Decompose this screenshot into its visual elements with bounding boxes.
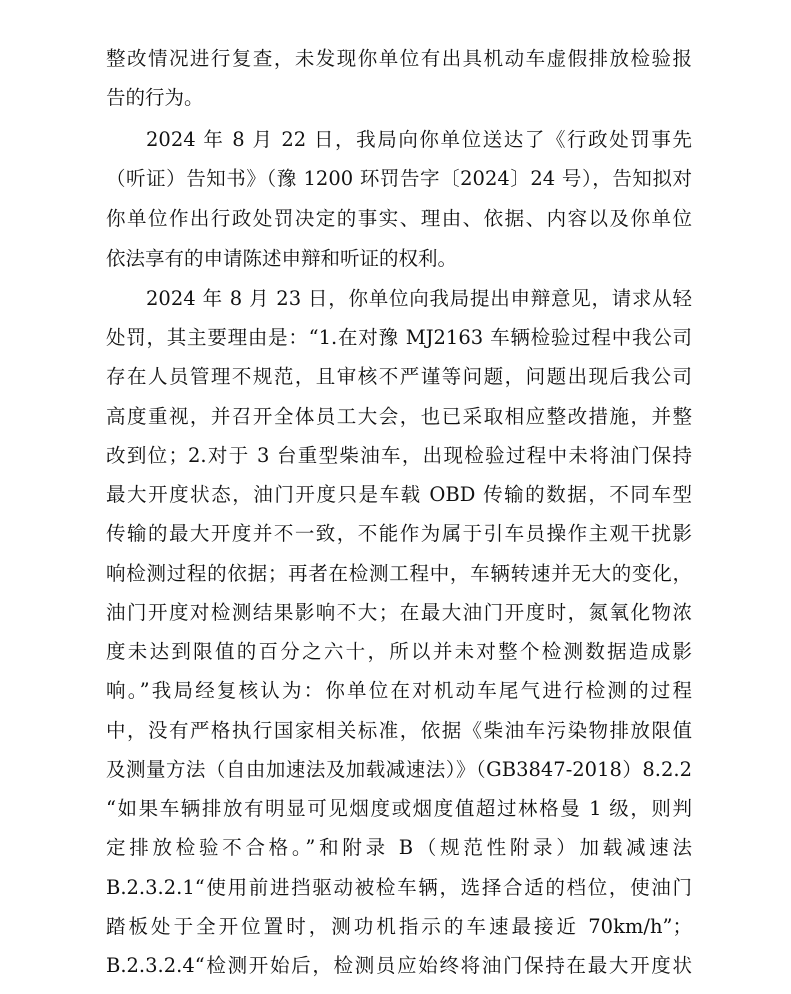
paragraph-line: 告的行为。	[106, 86, 204, 109]
paragraph-line: 2024 年 8 月 23 日，你单位向我局提出申辩意见，请求从轻	[146, 287, 692, 310]
paragraph-line: 响检测过程的依据；再者在检测工程中，车辆转速并无大的变化，	[106, 562, 692, 585]
paragraph-line: 中，没有严格执行国家相关标准，依据《柴油车污染物排放限值	[106, 719, 692, 742]
paragraph-line: 存在人员管理不规范，且审核不严谨等问题，问题出现后我公司	[106, 365, 692, 388]
paragraph-line: 定排放检验不合格。”和附录 B（规范性附录）加载减速法	[106, 836, 692, 859]
paragraph-line: 油门开度对检测结果影响不大；在最大油门开度时，氮氧化物浓	[106, 601, 692, 624]
paragraph-line: 你单位作出行政处罚决定的事实、理由、依据、内容以及你单位	[106, 207, 692, 230]
paragraph-line: B.2.3.2.1“使用前进挡驱动被检车辆，选择合适的档位，使油门	[106, 876, 692, 899]
paragraph-line: 及测量方法（自由加速法及加载减速法）》（GB3847-2018）8.2.2	[106, 758, 692, 781]
paragraph-line: 踏板处于全开位置时，测功机指示的车速最接近 70km/h”；	[106, 915, 692, 938]
paragraph-line: 最大开度状态，油门开度只是车载 OBD 传输的数据，不同车型	[106, 483, 692, 506]
paragraph-line: 处罚，其主要理由是：“1.在对豫 MJ2163 车辆检验过程中我公司	[106, 326, 692, 349]
paragraph-line: 高度重视，并召开全体员工大会，也已采取相应整改措施，并整	[106, 405, 692, 428]
paragraph-line: B.2.3.2.4“检测开始后，检测员应始终将油门保持在最大开度状	[106, 954, 692, 977]
paragraph-line: 改到位；2.对于 3 台重型柴油车，出现检验过程中未将油门保持	[106, 444, 692, 467]
paragraph-line: 度未达到限值的百分之六十，所以并未对整个检测数据造成影	[106, 640, 692, 663]
paragraph-line: 2024 年 8 月 22 日，我局向你单位送达了《行政处罚事先	[146, 128, 692, 151]
paragraph-line: 传输的最大开度并不一致，不能作为属于引车员操作主观干扰影	[106, 522, 692, 545]
paragraph-line: 依法享有的申请陈述申辩和听证的权利。	[106, 247, 458, 270]
paragraph-line: 响。”我局经复核认为：你单位在对机动车尾气进行检测的过程	[106, 679, 692, 702]
paragraph-line: 整改情况进行复查，未发现你单位有出具机动车虚假排放检验报	[106, 47, 692, 70]
paragraph-line: “如果车辆排放有明显可见烟度或烟度值超过林格曼 1 级，则判	[106, 797, 692, 820]
paragraph-line: （听证）告知书》（豫 1200 环罚告字〔2024〕24 号），告知拟对	[106, 167, 692, 190]
